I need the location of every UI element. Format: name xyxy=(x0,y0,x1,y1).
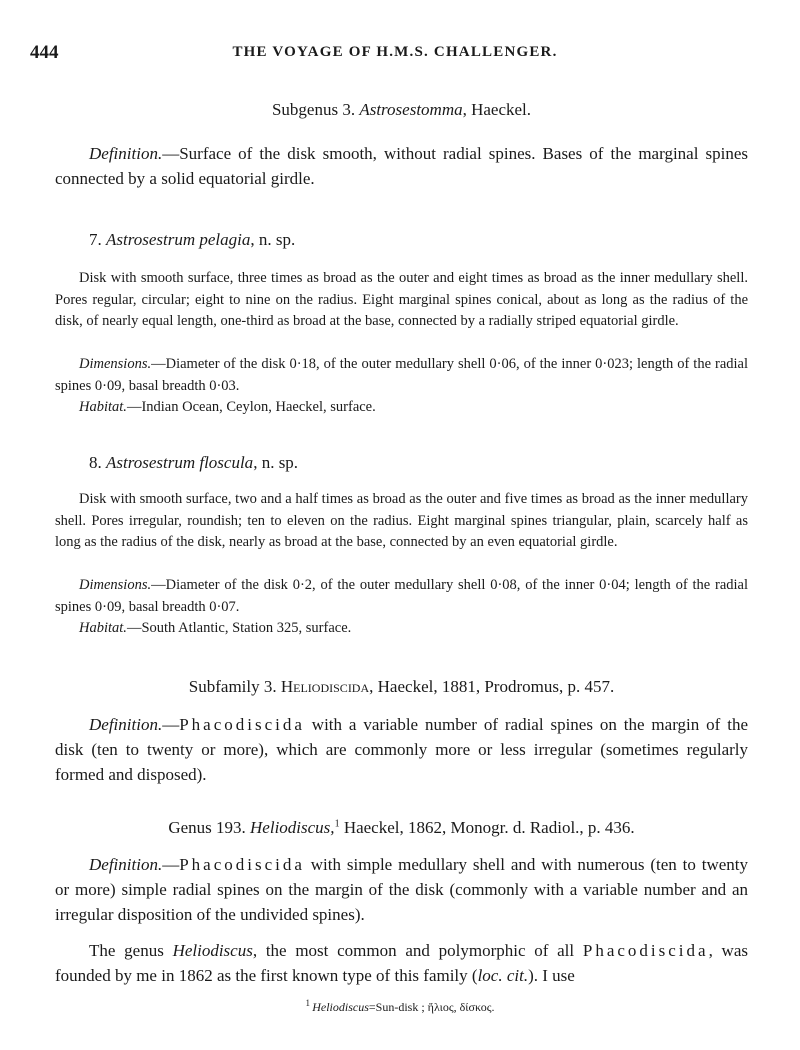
species-8-description: Disk with smooth surface, two and a half times as broad as the outer and five times as broad as the inner medullary shell. Pores irregular, roundish; ten to eleven on the radius. Eight marginal spines triangular, plain, scarcely half as long as the radius of the disk, nearly as broad at the base, connected by an even equatorial girdle. xyxy=(55,491,748,550)
subfamily-name: Heliodiscida xyxy=(280,677,370,696)
species-7-habitat xyxy=(55,397,748,419)
species-8-habitat xyxy=(55,618,748,640)
genus-heading-suffix: Haeckel, 1862, Monogr. d. Radiol., p. 436. xyxy=(339,818,635,837)
definition-label: Definition. xyxy=(89,144,163,163)
footnote-number: 1 xyxy=(305,998,313,1008)
subfamily-heading xyxy=(55,677,748,697)
definition-label: Definition. xyxy=(89,715,163,734)
body-text-end: ). I use xyxy=(528,966,575,985)
subgenus-heading-suffix: , Haeckel. xyxy=(462,100,532,119)
running-title: THE VOYAGE OF H.M.S. CHALLENGER. xyxy=(232,44,558,60)
definition-dash: — xyxy=(162,855,180,874)
subgenus-name: Astrosestomma xyxy=(359,100,463,119)
species-7-description: Disk with smooth surface, three times as broad as the outer and eight times as broad as the inner medullary shell. Pores regular, circular; eight to nine on the radius. Eight marginal spines conical, about as long as the radius of the disk, of nearly equal length, one-third as broad at the base, connected by a radially striped equatorial girdle. xyxy=(55,270,748,329)
dimensions-text: —Diameter of the disk 0·2, of the outer medullary shell 0·08, of the inner 0·04; length of the radial spines 0·09, basal breadth 0·07. xyxy=(55,577,748,615)
running-header xyxy=(30,42,760,66)
definition-label: Definition. xyxy=(89,855,163,874)
footnote-term: Heliodiscus xyxy=(312,1000,369,1014)
definition-dash: — xyxy=(162,715,180,734)
species-number: 7. xyxy=(89,230,106,249)
body-text-line2: , was founded by me in 1862 as the first known type of this family ( xyxy=(55,941,748,985)
species-7-heading xyxy=(89,230,689,250)
taxon-name-spaced: Phacodiscida xyxy=(179,715,305,734)
loc-cit: loc. cit. xyxy=(477,966,529,985)
genus-name-inline: Heliodiscus xyxy=(172,941,253,960)
species-suffix: , n. sp. xyxy=(250,230,296,249)
habitat-text: —South Atlantic, Station 325, surface. xyxy=(126,620,352,636)
species-8-heading xyxy=(89,453,689,473)
body-text-start: The genus xyxy=(89,941,173,960)
genus-heading xyxy=(55,818,748,838)
species-name: Astrosestrum pelagia xyxy=(106,230,251,249)
definition-text: with a variable number of radial spines on the margin of the disk (ten to twenty or more), which are commonly more or less irregular (sometimes regularly formed and disposed). xyxy=(55,715,748,784)
subgenus-heading xyxy=(55,100,748,120)
subfamily-heading-suffix: , Haeckel, 1881, Prodromus, p. 457. xyxy=(369,677,615,696)
species-7-dimensions xyxy=(55,354,748,397)
habitat-label: Habitat. xyxy=(79,620,127,636)
footnote xyxy=(0,998,800,1015)
habitat-label: Habitat. xyxy=(79,399,127,415)
subgenus-heading-prefix: Subgenus 3. xyxy=(271,100,360,119)
footnote-marker: 1 xyxy=(334,818,340,830)
species-8-dimensions xyxy=(55,575,748,618)
habitat-text: —Indian Ocean, Ceylon, Haeckel, surface. xyxy=(126,399,376,415)
taxon-name-spaced: Phacodiscida xyxy=(179,855,305,874)
genus-name: Heliodiscus, xyxy=(250,818,335,837)
definition-text: —Surface of the disk smooth, without radial spines. Bases of the marginal spines connected by a solid equatorial girdle. xyxy=(55,144,748,188)
species-number: 8. xyxy=(89,453,106,472)
genus-heading-prefix: Genus 193. xyxy=(168,818,251,837)
body-paragraph xyxy=(55,938,748,988)
species-suffix: , n. sp. xyxy=(253,453,299,472)
dimensions-label: Dimensions. xyxy=(79,356,152,372)
dimensions-label: Dimensions. xyxy=(79,577,152,593)
subfamily-definition xyxy=(55,712,748,787)
taxon-name-spaced: Phacodiscida xyxy=(582,941,709,960)
page-number: 444 xyxy=(30,42,59,63)
body-text-mid: , the most common and polymorphic of all xyxy=(252,941,583,960)
definition-text: with simple medullary shell and with numerous (ten to twenty or more) simple radial spines on the margin of the disk (commonly with a variable number and an irregular disposition of the undivided spines). xyxy=(55,855,748,924)
genus-definition xyxy=(55,852,748,927)
footnote-text: =Sun-disk ; ἥλιος, δίσκος. xyxy=(368,1000,495,1014)
subfamily-heading-prefix: Subfamily 3. xyxy=(188,677,281,696)
species-name: Astrosestrum floscula xyxy=(106,453,254,472)
dimensions-text: —Diameter of the disk 0·18, of the outer medullary shell 0·06, of the inner 0·023; length of the radial spines 0·09, basal breadth 0·03. xyxy=(55,356,748,394)
subgenus-definition xyxy=(55,141,748,191)
